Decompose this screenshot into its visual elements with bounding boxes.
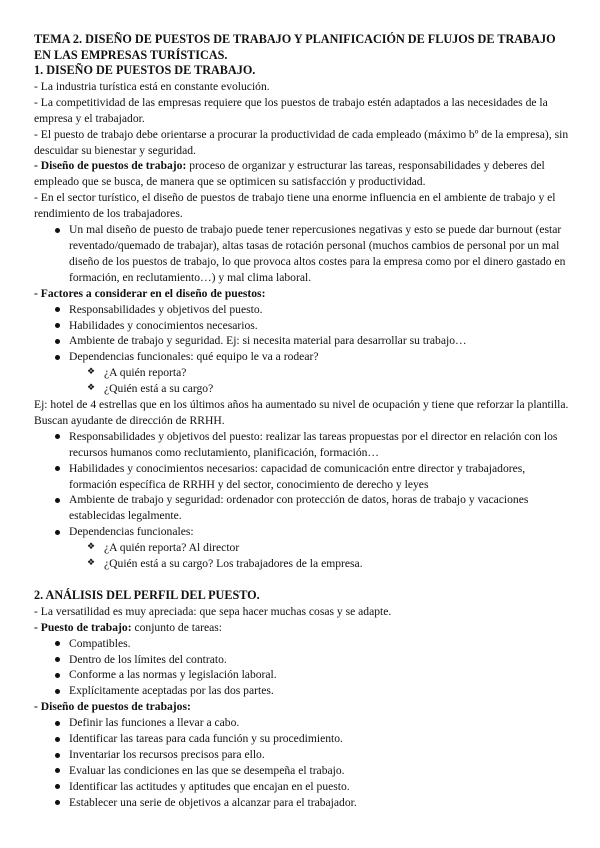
puesto-term: - Puesto de trabajo:	[34, 620, 132, 634]
section-2-heading: 2. ANÁLISIS DEL PERFIL DEL PUESTO.	[34, 587, 260, 602]
paragraph: - La competitividad de las empresas requiere que los puestos de trabajo estén adaptados a las necesidades de la empresa y el trabajador.	[34, 95, 548, 125]
list-item: Dependencias funcionales:	[34, 524, 570, 540]
factors-list	[34, 302, 570, 366]
definition-text: proceso de organizar y estructurar las tareas, responsabilidades y deberes del empleado que se busca, de manera que se optimicen su satisfacción y productividad.	[34, 159, 545, 189]
list-item: Inventariar los recursos precisos para ello.	[34, 747, 570, 763]
sublist-item: ❖ ¿A quién reporta?	[34, 365, 570, 381]
list-item: Definir las funciones a llevar a cabo.	[34, 715, 570, 731]
sublist-item: ❖ ¿Quién está a su cargo? Los trabajadores de la empresa.	[34, 556, 570, 572]
puesto-list	[34, 636, 570, 700]
puesto-text: conjunto de tareas:	[131, 620, 223, 634]
example-paragraph: Ej: hotel de 4 estrellas que en los últimos años ha aumentado su nivel de ocupación y tiene que reforzar la plantilla. Buscan ayudante de dirección de RRHH.	[34, 398, 569, 427]
paragraph: - El puesto de trabajo debe orientarse a procurar la productividad de cada empleado (máximo bº de la empresa), sin descuidar su bienestar y seguridad.	[34, 127, 569, 157]
sublist-item: ❖ ¿Quién está a su cargo?	[34, 381, 570, 397]
paragraph: - La industria turística está en constante evolución.	[34, 79, 270, 93]
list-item: Explícitamente aceptadas por las dos partes.	[34, 683, 570, 699]
diseno-heading: - Diseño de puestos de trabajos:	[34, 700, 191, 714]
list-item: Establecer una serie de objetivos a alcanzar para el trabajador.	[34, 795, 570, 811]
section-1-heading: 1. DISEÑO DE PUESTOS DE TRABAJO.	[34, 63, 256, 77]
list-item: Responsabilidades y objetivos del puesto: realizar las tareas propuestas por el director en relación con los recursos humanos como reclutamiento, planificación, formación…	[34, 429, 570, 461]
definition-paragraph	[34, 158, 570, 190]
list-item: Identificar las tareas para cada función y su procedimiento.	[34, 731, 570, 747]
dependencies-sublist	[34, 365, 570, 397]
example-list	[34, 429, 570, 540]
document-title: TEMA 2. DISEÑO DE PUESTOS DE TRABAJO Y PLANIFICACIÓN DE FLUJOS DE TRABAJO EN LAS EMPRESAS TURÍSTICAS.	[34, 32, 556, 62]
paragraph: - La versatilidad es muy apreciada: que sepa hacer muchas cosas y se adapte.	[34, 604, 392, 618]
puesto-paragraph	[34, 620, 570, 636]
list-item: Responsabilidades y objetivos del puesto.	[34, 302, 570, 318]
list-item: Dentro de los límites del contrato.	[34, 652, 570, 668]
list-item: Habilidades y conocimientos necesarios: capacidad de comunicación entre director y trabajadores, formación específica de RRHH y del sector, conocimiento de derecho y leyes	[34, 461, 570, 493]
list-item: Ambiente de trabajo y seguridad. Ej: si necesita material para desarrollar su trabajo…	[34, 333, 570, 349]
factors-heading: - Factores a considerar en el diseño de puestos:	[34, 286, 266, 300]
list-item: Compatibles.	[34, 636, 570, 652]
paragraph: - En el sector turístico, el diseño de puestos de trabajo tiene una enorme influencia en el ambiente de trabajo y el rendimiento de los trabajadores.	[34, 191, 556, 221]
bullet-list	[34, 222, 570, 286]
list-item: Conforme a las normas y legislación laboral.	[34, 667, 570, 683]
spacer	[34, 572, 570, 588]
example-dependencies-sublist	[34, 540, 570, 572]
list-item: Identificar las actitudes y aptitudes que encajan en el puesto.	[34, 779, 570, 795]
sublist-item: ❖ ¿A quién reporta? Al director	[34, 540, 570, 556]
list-item: Habilidades y conocimientos necesarios.	[34, 318, 570, 334]
list-item: Un mal diseño de puesto de trabajo puede tener repercusiones negativas y esto se puede dar burnout (estar reventado/quemado de trabajar), altas tasas de rotación personal (muchos cambios de personal por un mal diseño de los puestos de trabajo, lo que provoca altos costes para la empresa como por el dinero gastado en formación, en reclutamiento…) y mal clima laboral.	[34, 222, 570, 286]
list-item: Dependencias funcionales: qué equipo le va a rodear?	[34, 349, 570, 365]
list-item: Ambiente de trabajo y seguridad: ordenador con protección de datos, horas de trabajo y vacaciones establecidas legalmente.	[34, 492, 570, 524]
diseno-list	[34, 715, 570, 810]
definition-term: - Diseño de puestos de trabajo:	[34, 159, 187, 173]
list-item: Evaluar las condiciones en las que se desempeña el trabajo.	[34, 763, 570, 779]
